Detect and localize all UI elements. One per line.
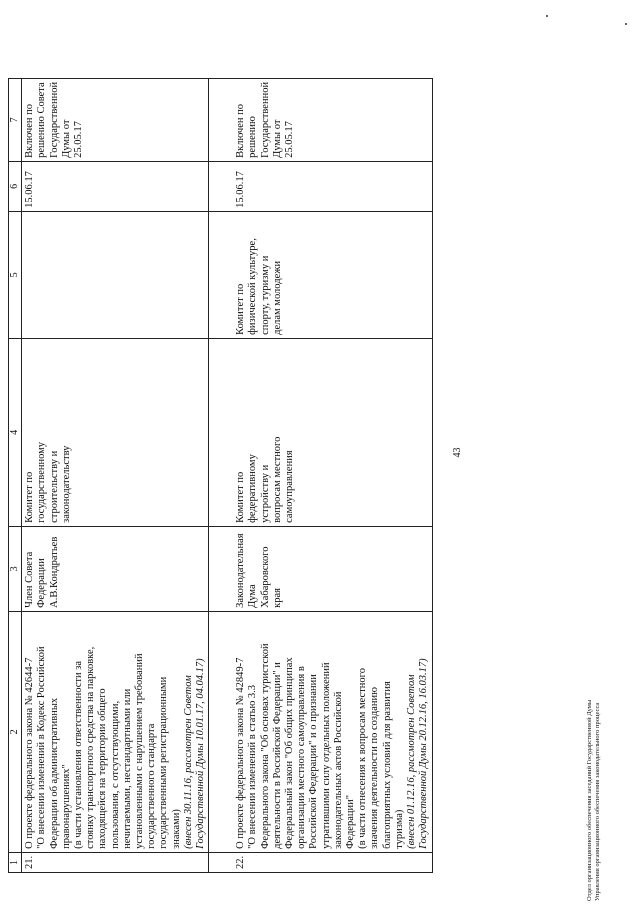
row-number: 22. bbox=[209, 852, 432, 872]
column-number-row bbox=[9, 78, 22, 872]
responsible-committee-line: Комитет по bbox=[235, 471, 247, 523]
bill-title-line: (в части отнесения к вопросам местного bbox=[357, 668, 369, 849]
bill-title-line: Федерации об административных bbox=[48, 697, 60, 849]
bill-author-line: А.В.Кондратьев bbox=[48, 536, 60, 608]
scan-speck bbox=[546, 15, 548, 17]
bill-title-line: значения деятельности по созданию bbox=[369, 687, 381, 849]
bill-title-line: правонарушениях" bbox=[60, 764, 72, 849]
column-header: 7 bbox=[9, 78, 22, 161]
co-committee-line: Комитет по bbox=[235, 283, 247, 335]
bill-title-line: организации местного самоуправления в bbox=[296, 666, 308, 849]
responsible-committee-line: государственному bbox=[36, 441, 48, 523]
table-row bbox=[22, 78, 209, 872]
introduction-note: (внесен 01.12.16, рассмотрен Советом bbox=[406, 674, 418, 849]
bill-title-line: стоянку транспортного средства на парковке, bbox=[85, 646, 97, 849]
bill-title-line: пользования, с отсутствующими, bbox=[109, 700, 121, 849]
bill-author-line: Член Совета bbox=[24, 551, 36, 608]
table-row bbox=[209, 78, 432, 872]
responsible-committee-line: самоуправления bbox=[284, 450, 296, 523]
bill-title-line: утратившими силу отдельных положений bbox=[320, 662, 332, 849]
responsible-committee-line: устройству и bbox=[259, 464, 271, 523]
bill-title-line: Федерального закона "Об основах туристской bbox=[259, 643, 271, 849]
inclusion-decision-line: Думы от 25.05.17 bbox=[60, 119, 85, 158]
inclusion-decision-line: Государственной bbox=[259, 81, 271, 158]
inclusion-decision-line: решению Совета bbox=[36, 82, 48, 158]
bill-title bbox=[22, 611, 209, 852]
bill-author bbox=[209, 526, 432, 611]
bill-title-line: установленными с нарушением требований bbox=[134, 653, 146, 849]
inclusion-decision bbox=[22, 78, 209, 161]
responsible-committee-line: строительству и bbox=[48, 450, 60, 523]
bill-title-line: знаками) bbox=[170, 809, 182, 849]
consideration-date: 15.06.17 bbox=[22, 161, 209, 211]
footer-line: Управления организационного обеспечения законодательного процесса bbox=[594, 702, 601, 901]
introduction-note: Государственной Думы 20.12.16, 16.03.17) bbox=[418, 658, 430, 849]
consideration-date: 15.06.17 bbox=[209, 161, 432, 211]
introduction-note: (внесен 30.11.16, рассмотрен Советом bbox=[182, 675, 194, 849]
footer-note bbox=[586, 700, 602, 901]
bill-author-line: Дума Хабаровского bbox=[247, 546, 271, 608]
responsible-committee bbox=[209, 338, 432, 526]
bill-title-line: туризма) bbox=[393, 809, 405, 849]
bill-title-line: государственного стандарта bbox=[146, 723, 158, 849]
co-committee bbox=[22, 211, 209, 338]
introduction-note: Государственной Думы 10.01.17, 04.04.17) bbox=[195, 658, 207, 849]
responsible-committee-line: вопросам местного bbox=[271, 436, 283, 523]
column-header: 3 bbox=[9, 526, 22, 611]
bill-title-line: О проекте федерального закона № 42849-7 bbox=[235, 657, 247, 849]
column-header: 1 bbox=[9, 852, 22, 872]
page-number: 43 bbox=[452, 447, 463, 458]
bill-title-line: нечитаемыми, нестандартными или bbox=[121, 688, 133, 849]
footer-line: Отдел организационного обеспечения заседаний Государственной Думы bbox=[586, 699, 593, 901]
responsible-committee-line: законодательству bbox=[60, 445, 72, 523]
column-header: 2 bbox=[9, 611, 22, 852]
bill-title-line: "О внесении изменений в статью 3.3 bbox=[247, 684, 259, 849]
bill-title-line: Российской Федерации" и о признании bbox=[308, 674, 320, 849]
bill-author-line: Федерации bbox=[36, 558, 48, 608]
bill-author bbox=[22, 526, 209, 611]
co-committee-line: физической культуре, bbox=[247, 238, 259, 335]
column-header: 5 bbox=[9, 211, 22, 338]
responsible-committee bbox=[22, 338, 209, 526]
bill-title-line: находящейся на территории общего bbox=[97, 688, 109, 849]
co-committee-line: спорту, туризму и bbox=[259, 255, 271, 335]
bill-title-line: "О внесении изменений в Кодекс Российской bbox=[36, 646, 48, 849]
bill-title-line: благоприятных условий для развития bbox=[381, 681, 393, 849]
bill-title-line: (в части установления ответственности за bbox=[73, 660, 85, 849]
bill-title-line: Федеральный закон "Об общих принципах bbox=[284, 657, 296, 849]
bill-title-line: О проекте федерального закона № 42644-7 bbox=[24, 657, 36, 849]
column-header: 4 bbox=[9, 338, 22, 526]
bill-title-line: Федерации" bbox=[345, 795, 357, 849]
inclusion-decision-line: Государственной bbox=[48, 81, 60, 158]
responsible-committee-line: Комитет по bbox=[24, 471, 36, 523]
co-committee bbox=[209, 211, 432, 338]
inclusion-decision-line: решению bbox=[247, 116, 259, 158]
bill-title bbox=[209, 611, 432, 852]
bill-author-line: края bbox=[271, 588, 283, 608]
inclusion-decision-line: Включен по bbox=[24, 104, 36, 158]
column-header: 6 bbox=[9, 161, 22, 211]
co-committee-line: делам молодежи bbox=[271, 260, 283, 335]
inclusion-decision bbox=[209, 78, 432, 161]
bill-title-line: государственными регистрационными bbox=[158, 676, 170, 849]
scan-speck bbox=[625, 23, 627, 25]
inclusion-decision-line: Думы от 25.05.17 bbox=[271, 119, 296, 158]
bill-title-line: законодательных актов Российской bbox=[332, 691, 344, 849]
row-number: 21. bbox=[22, 852, 209, 872]
inclusion-decision-line: Включен по bbox=[235, 104, 247, 158]
bill-title-line: деятельности в Российской Федерации" и bbox=[271, 662, 283, 849]
bill-table bbox=[8, 78, 433, 873]
responsible-committee-line: федеративному bbox=[247, 454, 259, 523]
bill-author-line: Законодательная bbox=[235, 533, 247, 608]
